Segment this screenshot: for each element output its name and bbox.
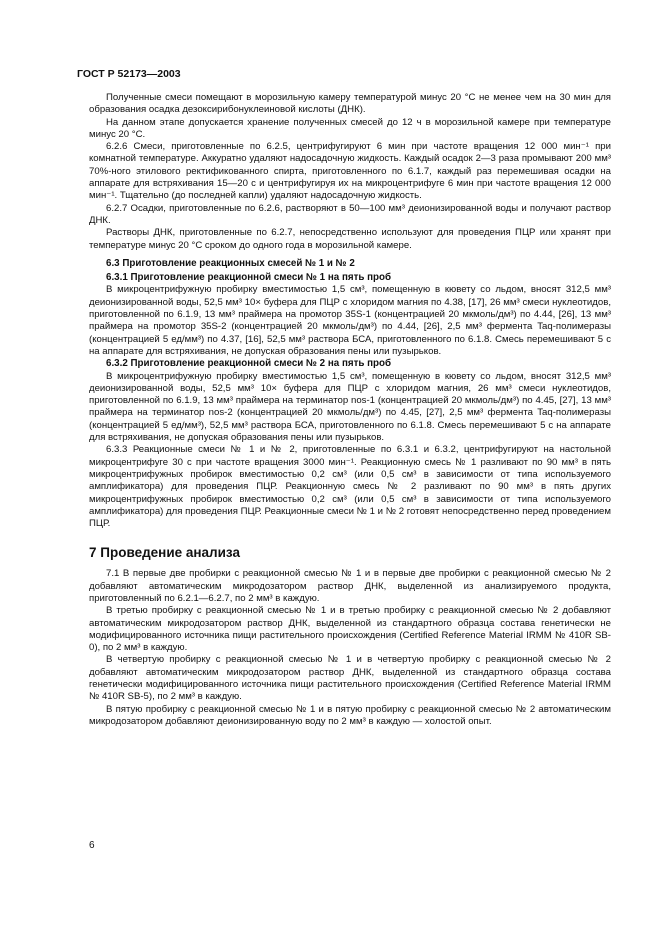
standard-header: ГОСТ Р 52173—2003 <box>77 68 181 80</box>
paragraph-6-3-3: 6.3.3 Реакционные смеси № 1 и № 2, приготовленные по 6.3.1 и 6.3.2, центрифугируют на настольной микроцентрифуге 30 с при частоте вращения 3000 мин⁻¹. Реакционную смесь № 1 разливают по 90 мм³ в пять микроцентрифужных пробирок вместимостью 0,2 см³ (или 0,5 см³ в зависимости от типа используемого амплификатора) для проведения ПЦР. Реакционную смесь № 2 разливают по 90 мм³ в пять других микроцентрифужных пробирок вместимостью 0,2 см³ (или 0,5 см³ в зависимости от типа используемого амплификатора) для проведения ПЦР. Реакционные смеси № 1 и № 2 готовят непосредственно перед проведением ПЦР. <box>89 444 611 530</box>
paragraph: Полученные смеси помещают в морозильную камеру температурой минус 20 °С не менее чем на 30 мин для образования осадка дезоксирибонуклеиновой кислоты (ДНК). <box>89 92 611 116</box>
page-number: 6 <box>89 840 95 851</box>
paragraph-7-1: 7.1 В первые две пробирки с реакционной смесью № 1 и в первые две пробирки с реакционной смесью № 2 добавляют автоматическим микродозатором раствор ДНК, выделенной из анализируемого продукта, приготовленный по 6.2.1—6.2.7, по 2 мм³ в каждую. <box>89 568 611 604</box>
paragraph-6-2-7: 6.2.7 Осадки, приготовленные по 6.2.6, растворяют в 50—100 мм³ деионизированной воды и получают раствор ДНК. <box>89 202 611 226</box>
paragraph: Растворы ДНК, приготовленные по 6.2.7, непосредственно используют для проведения ПЦР или хранят при температуре минус 20 °С сроком до одного года в морозильной камере. <box>89 227 611 251</box>
paragraph-6-2-6: 6.2.6 Смеси, приготовленные по 6.2.5, центрифугируют 6 мин при частоте вращения 12 000 мин⁻¹ при комнатной температуре. Аккуратно удаляют надосадочную жидкость. Каждый осадок 2—3 раза промывают 200 мм³ 70%-ного этилового ректификованного спирта, приготовленного по 6.1.7, каждый раз перемешивая осадки на аппарате для встряхивания 15—20 с и центрифугируя их на микроцентрифуге 6 мин при частоте вращения 12 000 мин⁻¹. Тщательно (до последней капли) удаляют надосадочную жидкость. <box>89 141 611 202</box>
paragraph: В четвертую пробирку с реакционной смесью № 1 и в четвертую пробирку с реакционной смесью № 2 добавляют автоматическим микродозатором раствор ДНК, выделенной из стандартного образца состава генетически модифицированного источника пищи растительного происхождения (Certified Reference Material IRMM № 410R SB-5), по 2 мм³ в каждую. <box>89 654 611 703</box>
paragraph: На данном этапе допускается хранение полученных смесей до 12 ч в морозильной камере при температуре минус 20 °С. <box>89 116 611 140</box>
section-heading-7: 7 Проведение анализа <box>89 545 240 561</box>
paragraph: В пятую пробирку с реакционной смесью № 1 и в пятую пробирку с реакционной смесью № 2 автоматическим микродозатором добавляют деионизированную воду по 2 мм³ в каждую — холостой опыт. <box>89 703 611 727</box>
paragraph-6-3-1: В микроцентрифужную пробирку вместимостью 1,5 см³, помещенную в кювету со льдом, вносят 312,5 мм³ деионизированной воды, 52,5 мм³ 10× буфера для ПЦР с хлоридом магния по 4.38, [17], 26 мм³ смеси нуклеотидов, приготовленной по 6.1.9, 13 мм³ праймера на промотор 35S-1 (концентрацией 20 мкмоль/дм³) по 4.44, [26], 13 мм³ праймера на промотор 35S-2 (концентрацией 20 мкмоль/дм³) по 4.44, [26], 2,5 мм³ фермента Taq-полимеразы (концентрацией 5 ед/мм³) по 4.37, [16], 52,5 мм³ раствора БСА, приготовленного по 6.1.8. Смесь перемешивают 5 с на аппарате для встряхивания, не допуская образования пены или пузырьков. <box>89 284 611 357</box>
document-body <box>89 92 611 728</box>
subsection-heading-6-3-1: 6.3.1 Приготовление реакционной смеси № 1 на пять проб <box>106 272 392 284</box>
subsection-heading-6-3-2: 6.3.2 Приготовление реакционной смеси № 2 на пять проб <box>106 358 392 370</box>
paragraph-6-3-2: В микроцентрифужную пробирку вместимостью 1,5 см³, помещенную в кювету со льдом, вносят 312,5 мм³ деионизированной воды, 52,5 мм³ 10× буфера для ПЦР с хлоридом магния, 26 мм³ смеси нуклеотидов, приготовленной по 6.1.9, 13 мм³ праймера на терминатор nos-1 (концентрацией 20 мкмоль/дм³) по 4.45, [27], 13 мм³ праймера на терминатор nos-2 (концентрацией 20 мкмоль/дм³) по 4.45, [27], 2,5 мм³ фермента Taq-полимеразы (концентрацией 5 ед/мм³), 52,5 мм³ раствора БСА, приготовленного по 6.1.8. Смесь перемешивают 5 с на аппарате для встряхивания, не допуская образования пены или пузырьков. <box>89 370 611 444</box>
section-heading-6-3: 6.3 Приготовление реакционных смесей № 1 и № 2 <box>106 257 355 269</box>
paragraph: В третью пробирку с реакционной смесью № 1 и в третью пробирку с реакционной смесью № 2 добавляют автоматическим микродозатором раствор ДНК, выделенной из стандартного образца состава генетически не модифицированного источника пищи растительного происхождения (Certified Reference Material IRMM № 410R SB-0), по 2 мм³ в каждую. <box>89 605 611 654</box>
